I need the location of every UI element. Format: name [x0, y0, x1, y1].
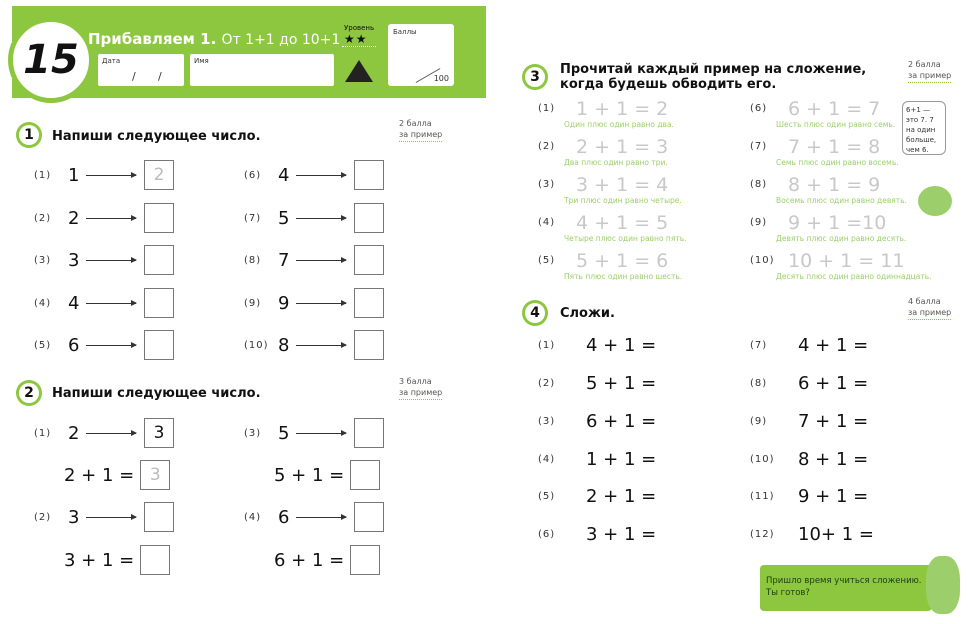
s1-row-6: (6) 4 — [244, 160, 384, 190]
answer-box[interactable] — [144, 330, 174, 360]
s4-row-4[interactable]: (4) 1 + 1 = — [538, 448, 657, 470]
s1-row-10: (10) 8 — [244, 330, 384, 360]
arrow-icon — [296, 175, 346, 176]
arrow-icon — [86, 517, 136, 518]
trace-expression[interactable]: 10 + 1 = 11 — [788, 250, 905, 272]
answer-box[interactable] — [144, 502, 174, 532]
answer-box[interactable] — [350, 460, 380, 490]
s4-row-7[interactable]: (7) 4 + 1 = — [750, 334, 869, 356]
s4-row-12[interactable]: (12) 10+ 1 = — [750, 523, 874, 545]
arrow-icon — [86, 345, 136, 346]
s4-row-5[interactable]: (5) 2 + 1 = — [538, 485, 657, 507]
section-1-points: 2 балла за пример — [399, 118, 442, 142]
section-4-badge: 4 — [522, 300, 548, 326]
answer-box[interactable]: 3 — [140, 460, 170, 490]
s2-row-4: (4) 6 — [244, 502, 384, 532]
answer-box[interactable] — [350, 545, 380, 575]
trace-expression[interactable]: 1 + 1 = 2 — [576, 98, 669, 120]
s1-row-3: (3) 3 — [34, 245, 174, 275]
answer-box[interactable] — [354, 245, 384, 275]
s4-row-6[interactable]: (6) 3 + 1 = — [538, 523, 657, 545]
mascot-icon — [926, 556, 960, 614]
title-sub: От 1+1 до 10+1 — [221, 32, 341, 48]
s2-row-3: (3) 5 — [244, 418, 384, 448]
name-label: Имя — [194, 57, 209, 65]
worksheet-page: 15 Прибавляем 1. От 1+1 до 10+1 Дата / / Имя Уровень ★★ Баллы 100 1 Напиши следующее число. 2 балла за пример (1) 1 2 (2) 2 (3) 3 (4) 4 (5) 6 (6) 4 (7) 5 (8) 7 (9) 9 (10) 8 2 Напиши следующее число. 3 балла за пример (1) 2 3 2 + 1 = 3 (2) 3 3 + 1 = (3) 5 5 + 1 = (4) 6 6 + 1 = 3 Прочитай каждый пример на сложение, когда будешь обводить его. 2 балла за пример (1) 1 + 1 = 2 Один плюс один равно два. (2) 2 + 1 = 3 Два плюс один равно три. (3) 3 + 1 = 4 Три плюс один равно четыре. (4) 4 + 1 = 5 Четыре плюс один равно пять. (5) 5 + 1 = 6 Пять плюс один равно шесть. (6) 6 + 1 = 7 Шесть плюс один равно семь. (7) 7 + 1 = 8 Семь плюс один равно восемь. (8) 8 + 1 = 9 Восемь плюс один равно девять. (9) 9 + 1 =10 Девять плюс один равно десять. (10) 10 + 1 = 11 Десять плюс один равно одиннадцать. 6+1 — это 7. 7 на один больше, чем 6. 4 Сложи. 4 балла за пример (1) 4 + 1 = (2) 5 + 1 = (3) 6 + 1 = (4) 1 + 1 = (5) 2 + 1 = (6) 3 + 1 = (7) 4 + 1 = (8) 6 + 1 = (9) 7 + 1 = (10) 8 + 1 = (11) 9 + 1 = (12) 10+ 1 = Пришло время учиться сложению. Ты готов? — [0, 0, 968, 624]
trace-expression[interactable]: 8 + 1 = 9 — [788, 174, 881, 196]
title-main: Прибавляем 1. — [88, 30, 217, 48]
arrow-icon — [86, 433, 136, 434]
trace-expression[interactable]: 6 + 1 = 7 — [788, 98, 881, 120]
section-3-title: Прочитай каждый пример на сложение, когда будешь обводить его. — [560, 62, 867, 92]
score-box[interactable] — [388, 24, 454, 86]
trace-expression[interactable]: 3 + 1 = 4 — [576, 174, 669, 196]
trace-expression[interactable]: 9 + 1 =10 — [788, 212, 887, 234]
s1-row-1: (1) 1 2 — [34, 160, 174, 190]
s1-row-5: (5) 6 — [34, 330, 174, 360]
arrow-icon — [86, 218, 136, 219]
s1-row-7: (7) 5 — [244, 203, 384, 233]
s4-row-10[interactable]: (10) 8 + 1 = — [750, 448, 869, 470]
answer-box[interactable]: 2 — [144, 160, 174, 190]
arrow-icon — [296, 517, 346, 518]
trace-expression[interactable]: 2 + 1 = 3 — [576, 136, 669, 158]
score-max: 100 — [433, 74, 449, 83]
hint-bubble: 6+1 — это 7. 7 на один больше, чем 6. — [902, 101, 946, 155]
level-divider — [342, 46, 376, 47]
section-2-badge: 2 — [16, 380, 42, 406]
page-title — [88, 30, 340, 48]
section-4-title: Сложи. — [560, 306, 615, 321]
date-slash: / — [158, 70, 162, 83]
answer-box[interactable] — [144, 245, 174, 275]
section-1-badge: 1 — [16, 122, 42, 148]
s2-row-2: (2) 3 — [34, 502, 174, 532]
answer-box[interactable] — [140, 545, 170, 575]
level-label: Уровень — [344, 24, 375, 32]
lesson-number: 15 — [23, 37, 79, 83]
answer-box[interactable] — [354, 418, 384, 448]
s4-row-1[interactable]: (1) 4 + 1 = — [538, 334, 657, 356]
section-3-points: 2 балла за пример — [908, 59, 951, 83]
s4-row-9[interactable]: (9) 7 + 1 = — [750, 410, 869, 432]
section-2-points: 3 балла за пример — [399, 376, 442, 400]
s1-row-4: (4) 4 — [34, 288, 174, 318]
answer-box[interactable]: 3 — [144, 418, 174, 448]
s1-row-8: (8) 7 — [244, 245, 384, 275]
arrow-icon — [86, 303, 136, 304]
footer-message: Пришло время учиться сложению. Ты готов? — [760, 565, 932, 611]
answer-box[interactable] — [144, 203, 174, 233]
section-4-points: 4 балла за пример — [908, 296, 951, 320]
s4-row-3[interactable]: (3) 6 + 1 = — [538, 410, 657, 432]
arrow-icon — [86, 260, 136, 261]
level-mountain-icon — [345, 60, 373, 82]
arrow-icon — [296, 218, 346, 219]
s4-row-11[interactable]: (11) 9 + 1 = — [750, 485, 869, 507]
section-2-title: Напиши следующее число. — [52, 386, 261, 401]
date-label: Дата — [102, 57, 121, 65]
arrow-icon — [296, 303, 346, 304]
trace-expression[interactable]: 7 + 1 = 8 — [788, 136, 881, 158]
lesson-number-badge — [8, 17, 94, 103]
mascot-icon — [918, 186, 952, 216]
arrow-icon — [86, 175, 136, 176]
s4-row-2[interactable]: (2) 5 + 1 = — [538, 372, 657, 394]
answer-box[interactable] — [144, 288, 174, 318]
s2-row-1: (1) 2 3 — [34, 418, 174, 448]
s1-row-2: (2) 2 — [34, 203, 174, 233]
date-slash: / — [132, 70, 136, 83]
name-field[interactable] — [190, 54, 334, 86]
s2-eq-1: 2 + 1 = 3 — [64, 460, 170, 490]
answer-box[interactable] — [354, 203, 384, 233]
arrow-icon — [296, 260, 346, 261]
answer-box[interactable] — [354, 502, 384, 532]
s2-eq-2: 3 + 1 = — [64, 545, 170, 575]
arrow-icon — [296, 433, 346, 434]
arrow-icon — [296, 345, 346, 346]
score-label: Баллы — [393, 28, 417, 36]
section-3-badge: 3 — [522, 64, 548, 90]
level-stars: ★★ — [344, 32, 368, 46]
answer-box[interactable] — [354, 288, 384, 318]
date-field[interactable] — [98, 54, 184, 86]
answer-box[interactable] — [354, 330, 384, 360]
section-1-title: Напиши следующее число. — [52, 129, 261, 144]
trace-expression[interactable]: 4 + 1 = 5 — [576, 212, 669, 234]
trace-expression[interactable]: 5 + 1 = 6 — [576, 250, 669, 272]
s2-eq-3: 5 + 1 = — [274, 460, 380, 490]
s2-eq-4: 6 + 1 = — [274, 545, 380, 575]
s1-row-9: (9) 9 — [244, 288, 384, 318]
s4-row-8[interactable]: (8) 6 + 1 = — [750, 372, 869, 394]
answer-box[interactable] — [354, 160, 384, 190]
